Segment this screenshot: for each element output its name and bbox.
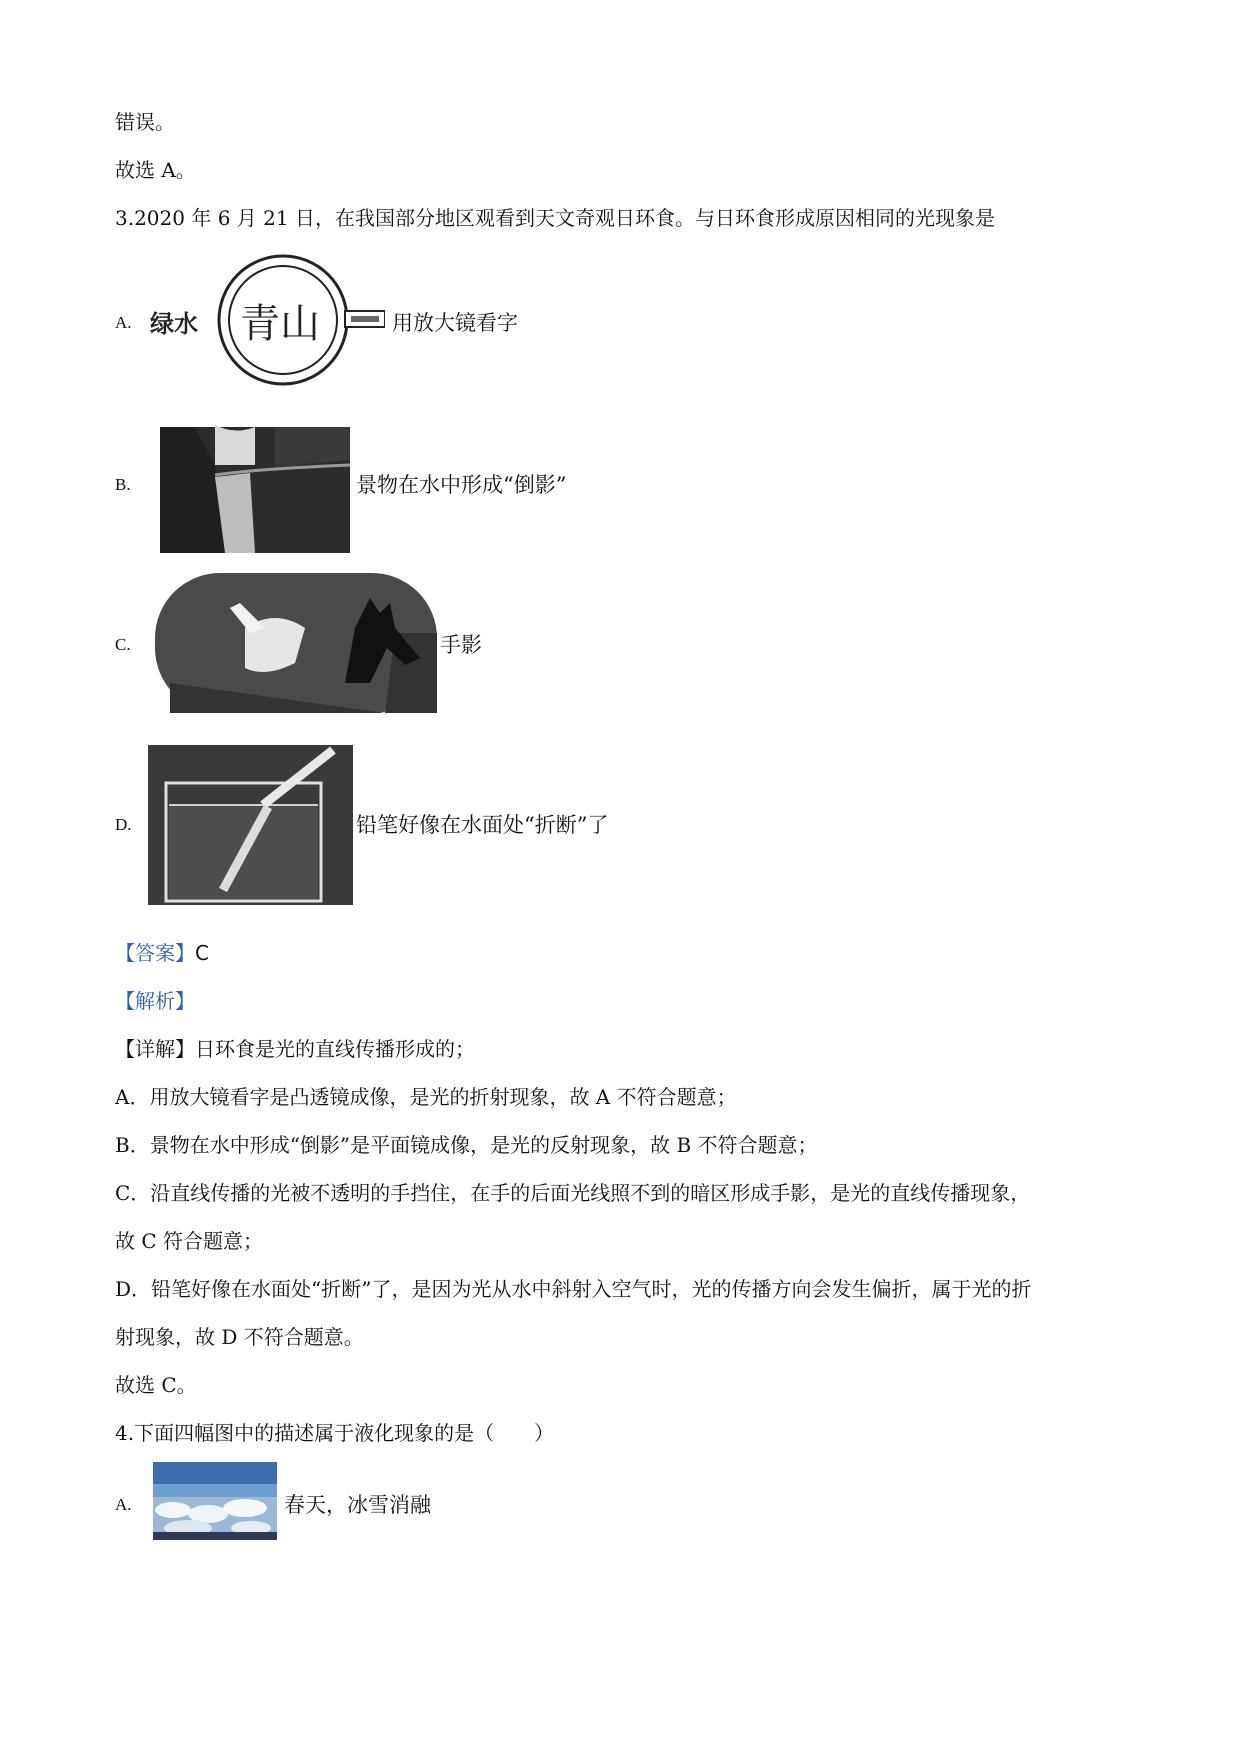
explanation-c: C．沿直线传播的光被不透明的手挡住，在手的后面光线照不到的暗区形成手影，是光的直线传播现象，: [115, 1181, 1031, 1205]
text-line: 故选 A。: [115, 158, 196, 182]
answer-line: [115, 939, 209, 967]
hand-shadow-image: [155, 573, 437, 713]
option-label: A.: [115, 1495, 132, 1514]
image-text: 绿水: [150, 310, 198, 338]
option-text: 春天，冰雪消融: [284, 1493, 431, 1517]
explanation-d-cont: 射现象，故 D 不符合题意。: [115, 1325, 364, 1349]
option-label: C.: [115, 635, 131, 654]
conclusion: 故选 C。: [115, 1373, 197, 1397]
option-text: 铅笔好像在水面处“折断”了: [356, 813, 609, 837]
option-label: D.: [115, 815, 132, 834]
magnifier-image: [150, 253, 385, 388]
explanation-b: B．景物在水中形成“倒影”是平面镜成像，是光的反射现象，故 B 不符合题意；: [115, 1133, 818, 1157]
melting-snow-image: [153, 1462, 277, 1540]
option-label: B.: [115, 475, 131, 494]
option-text: 景物在水中形成“倒影”: [356, 473, 567, 497]
answer-tag: 【答案】: [115, 941, 195, 965]
option-text: 用放大镜看字: [392, 311, 518, 335]
option-label: A.: [115, 313, 132, 332]
explanation-c-cont: 故 C 符合题意；: [115, 1229, 264, 1253]
option-text: 手影: [440, 633, 482, 657]
explanation-a: A．用放大镜看字是凸透镜成像，是光的折射现象，故 A 不符合题意；: [115, 1085, 737, 1109]
question-4: 4.下面四幅图中的描述属于液化现象的是（ ）: [115, 1421, 555, 1445]
analysis-tag: 【解析】: [115, 989, 195, 1013]
question-3: 3.2020 年 6 月 21 日，在我国部分地区观看到天文奇观日环食。与日环食形成原因相同的光现象是: [115, 206, 995, 230]
text-line: 错误。: [115, 110, 175, 134]
explanation-d: D．铅笔好像在水面处“折断”了，是因为光从水中斜射入空气时，光的传播方向会发生偏折，属于光的折: [115, 1277, 1032, 1301]
image-text: 青山: [240, 301, 320, 347]
reflection-image: [155, 405, 355, 553]
pencil-in-water-image: [148, 745, 353, 905]
detail-line: 【详解】日环食是光的直线传播形成的；: [115, 1037, 475, 1061]
answer-value: C: [195, 941, 209, 965]
